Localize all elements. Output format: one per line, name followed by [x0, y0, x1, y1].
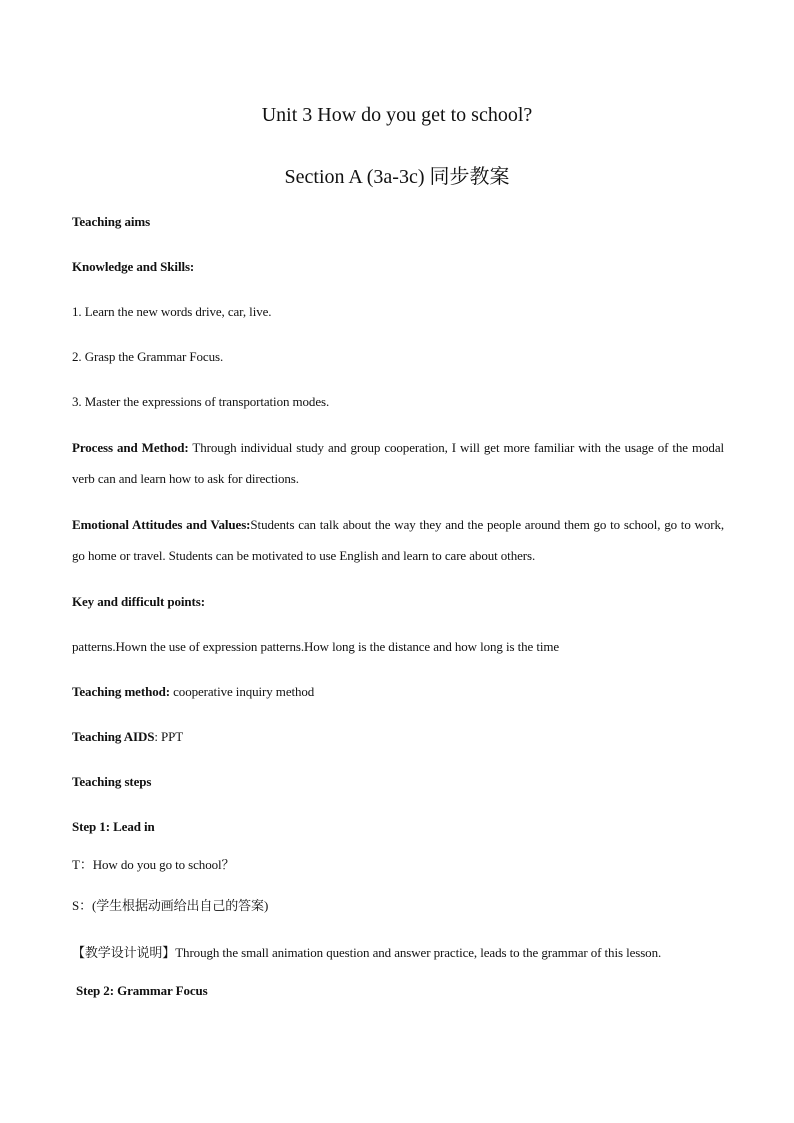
aids-text: : PPT: [154, 729, 184, 744]
method-label: Teaching method:: [72, 684, 170, 699]
knowledge-item-2: 2. Grasp the Grammar Focus.: [72, 349, 224, 364]
document-title: Unit 3 How do you get to school?: [261, 104, 533, 126]
process-paragraph: [72, 432, 724, 494]
emotional-text: Students can talk about the way they and the people around them go to school, go to work, go home or travel. Students can be motivated to use English and learn to care about others.: [72, 517, 725, 563]
teaching-steps-heading: Teaching steps: [72, 774, 152, 789]
teaching-method: [72, 676, 724, 707]
key-points-heading: Key and difficult points:: [72, 594, 205, 609]
knowledge-item-3: 3. Master the expressions of transportation modes.: [72, 394, 330, 409]
document-subtitle: Section A (3a-3c) 同步教案: [284, 166, 510, 188]
teaching-aids: [72, 721, 724, 752]
method-text: cooperative inquiry method: [169, 684, 315, 699]
process-label: Process and Method:: [72, 440, 189, 455]
step2-heading: Step 2: Grammar Focus: [76, 983, 208, 998]
aids-label: Teaching AIDS: [72, 729, 155, 744]
teaching-aims-heading: Teaching aims: [72, 214, 151, 229]
step1-teacher-line: T：How do you go to school？: [72, 857, 235, 872]
knowledge-heading: Knowledge and Skills:: [72, 259, 195, 274]
design-note: 【教学设计说明】Through the small animation question and answer practice, leads to the grammar of this lesson.: [72, 945, 662, 960]
key-points-text: patterns.Hown the use of expression patterns.How long is the distance and how long is the time: [72, 639, 560, 654]
emotional-paragraph: [72, 509, 724, 571]
step1-student-line: S：(学生根据动画给出自己的答案): [72, 898, 269, 913]
emotional-label: Emotional Attitudes and Values:: [72, 517, 251, 532]
process-text: Through individual study and group cooperation, I will get more familiar with the usage of the modal verb can and learn how to ask for directions.: [72, 440, 725, 486]
knowledge-item-1: 1. Learn the new words drive, car, live.: [72, 304, 272, 319]
step1-heading: Step 1: Lead in: [72, 819, 155, 834]
